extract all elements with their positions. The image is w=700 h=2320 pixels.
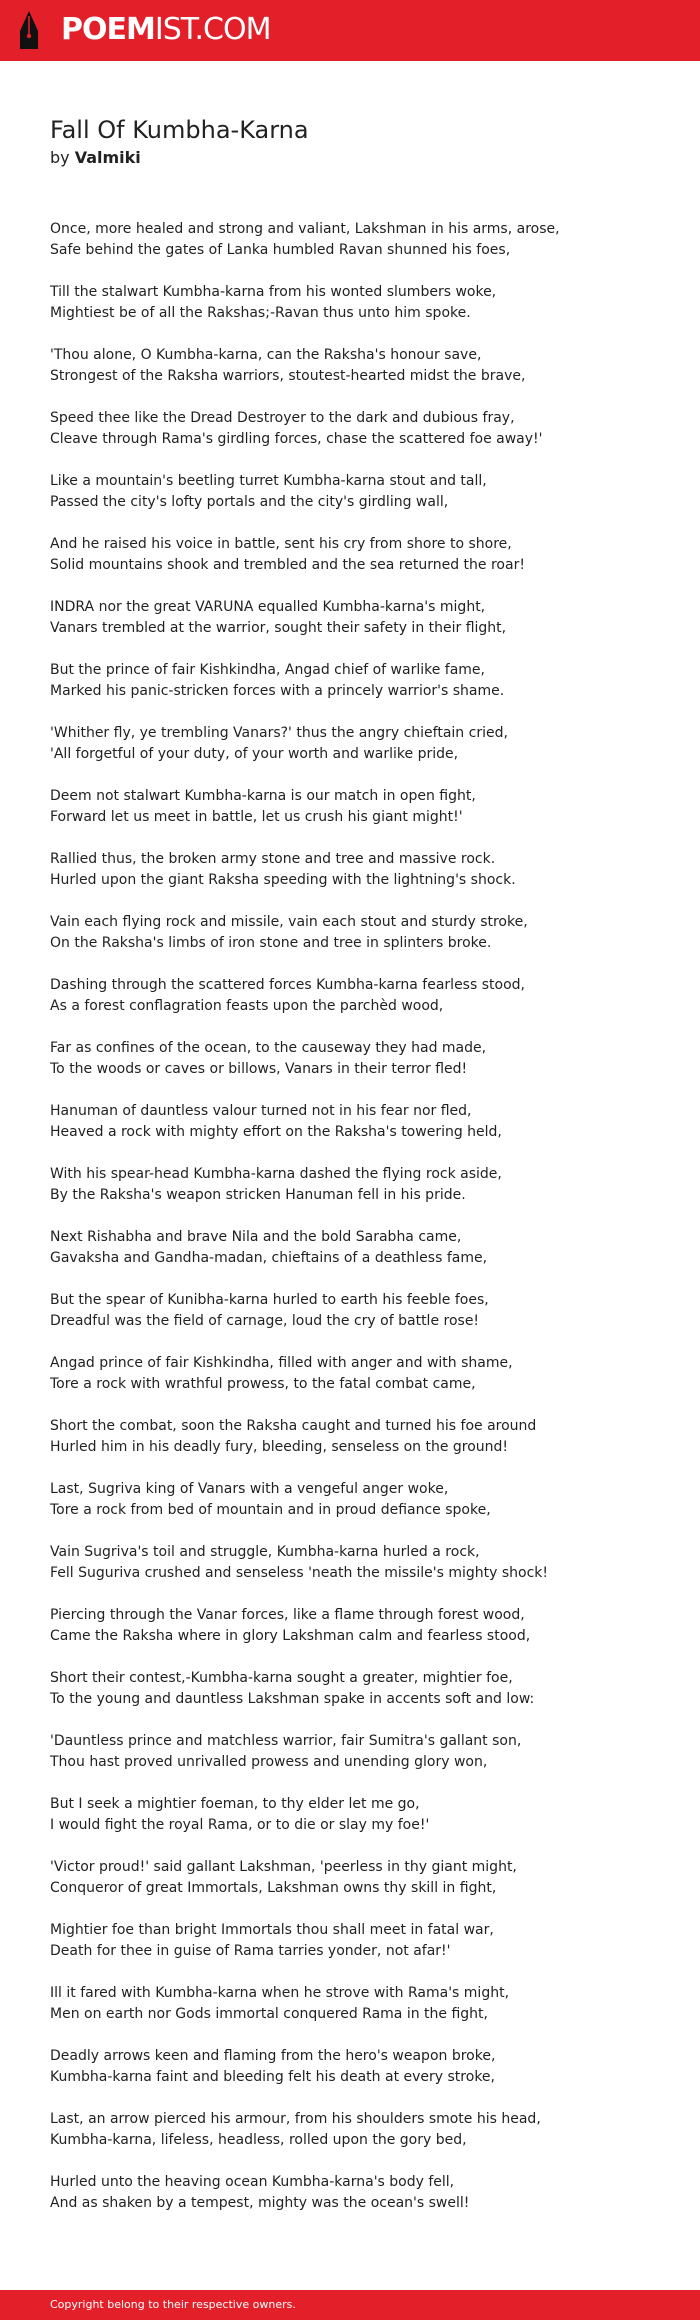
pen-nib-icon[interactable] xyxy=(19,11,39,51)
stanza xyxy=(50,723,660,786)
stanza xyxy=(50,1479,660,1542)
brand-bold-text: POEM xyxy=(61,12,155,47)
stanza xyxy=(50,471,660,534)
poem-line: To the young and dauntless Lakshman spake in accents soft and low: xyxy=(50,1691,535,1707)
poem-line: Mightiest be of all the Rakshas;-Ravan thus unto him spoke. xyxy=(50,305,471,321)
stanza xyxy=(50,2172,660,2235)
stanza xyxy=(50,1290,660,1353)
poem-line: To the woods or caves or billows, Vanars in their terror fled! xyxy=(50,1061,468,1077)
stanza xyxy=(50,660,660,723)
poem-line: I would fight the royal Rama, or to die or slay my foe!' xyxy=(50,1817,430,1833)
site-header xyxy=(0,0,700,61)
poem-line: Forward let us meet in battle, let us crush his giant might!' xyxy=(50,809,463,825)
author-name: Valmiki xyxy=(74,148,141,167)
poem-line: Gavaksha and Gandha-madan, chieftains of a deathless fame, xyxy=(50,1250,488,1266)
poem-body xyxy=(50,219,660,2235)
poem-line: Came the Raksha where in glory Lakshman calm and fearless stood, xyxy=(50,1628,531,1644)
poem-line: Solid mountains shook and trembled and the sea returned the roar! xyxy=(50,557,525,573)
poem-line: Tore a rock with wrathful prowess, to the fatal combat came, xyxy=(50,1376,476,1392)
poem-line: With his spear-head Kumbha-karna dashed the flying rock aside, xyxy=(50,1166,502,1182)
stanza xyxy=(50,1353,660,1416)
poem-line: Cleave through Rama's girdling forces, chase the scattered foe away!' xyxy=(50,431,543,447)
poem-line: Heaved a rock with mighty effort on the Raksha's towering held, xyxy=(50,1124,502,1140)
poem-line: Hanuman of dauntless valour turned not in his fear nor fled, xyxy=(50,1103,472,1119)
poem-line: And he raised his voice in battle, sent his cry from shore to shore, xyxy=(50,536,512,552)
poem-line: Kumbha-karna faint and bleeding felt his death at every stroke, xyxy=(50,2069,495,2085)
poem-line: Kumbha-karna, lifeless, headless, rolled upon the gory bed, xyxy=(50,2132,467,2148)
stanza xyxy=(50,1605,660,1668)
stanza xyxy=(50,1731,660,1794)
poem-line: INDRA nor the great VARUNA equalled Kumbha-karna's might, xyxy=(50,599,486,615)
stanza xyxy=(50,534,660,597)
stanza xyxy=(50,1101,660,1164)
poem-line: 'All forgetful of your duty, of your worth and warlike pride, xyxy=(50,746,459,762)
poem-line: Speed thee like the Dread Destroyer to the dark and dubious fray, xyxy=(50,410,515,426)
poem-line: Strongest of the Raksha warriors, stoutest-hearted midst the brave, xyxy=(50,368,526,384)
copyright-text: Copyright belong to their respective owners. xyxy=(50,2298,296,2311)
byline xyxy=(50,147,141,169)
poem-line: Men on earth nor Gods immortal conquered Rama in the fight, xyxy=(50,2006,488,2022)
poem-title: Fall Of Kumbha-Karna xyxy=(50,116,309,144)
poem-line: Last, an arrow pierced his armour, from his shoulders smote his head, xyxy=(50,2111,541,2127)
poem-line: Dashing through the scattered forces Kumbha-karna fearless stood, xyxy=(50,977,525,993)
site-footer xyxy=(0,2290,700,2320)
poem-line: Mightier foe than bright Immortals thou shall meet in fatal war, xyxy=(50,1922,494,1938)
poem-line: But the prince of fair Kishkindha, Angad chief of warlike fame, xyxy=(50,662,485,678)
stanza xyxy=(50,1164,660,1227)
stanza xyxy=(50,1227,660,1290)
poem-line: As a forest conflagration feasts upon the parchèd wood, xyxy=(50,998,444,1014)
poem-line: Short their contest,-Kumbha-karna sought a greater, mightier foe, xyxy=(50,1670,513,1686)
poem-line: Hurled him in his deadly fury, bleeding, senseless on the ground! xyxy=(50,1439,509,1455)
poem-line: Marked his panic-stricken forces with a princely warrior's shame. xyxy=(50,683,505,699)
poem-line: Hurled upon the giant Raksha speeding with the lightning's shock. xyxy=(50,872,516,888)
poem-line: Angad prince of fair Kishkindha, filled with anger and with shame, xyxy=(50,1355,513,1371)
poem-line: Hurled unto the heaving ocean Kumbha-karna's body fell, xyxy=(50,2174,455,2190)
poem-line: On the Raksha's limbs of iron stone and tree in splinters broke. xyxy=(50,935,492,951)
poem-line: Conqueror of great Immortals, Lakshman owns thy skill in fight, xyxy=(50,1880,497,1896)
poem-line: And as shaken by a tempest, mighty was the ocean's swell! xyxy=(50,2195,470,2211)
poem-line: Thou hast proved unrivalled prowess and unending glory won, xyxy=(50,1754,488,1770)
poem-line: Next Rishabha and brave Nila and the bold Sarabha came, xyxy=(50,1229,462,1245)
poem-line: 'Whither fly, ye trembling Vanars?' thus the angry chieftain cried, xyxy=(50,725,508,741)
poem-line: Fell Suguriva crushed and senseless 'neath the missile's mighty shock! xyxy=(50,1565,548,1581)
poem-line: Tore a rock from bed of mountain and in proud defiance spoke, xyxy=(50,1502,491,1518)
poem-line: Vanars trembled at the warrior, sought their safety in their flight, xyxy=(50,620,507,636)
poem-line: Piercing through the Vanar forces, like a flame through forest wood, xyxy=(50,1607,525,1623)
poem-line: Passed the city's lofty portals and the city's girdling wall, xyxy=(50,494,449,510)
poem-line: 'Victor proud!' said gallant Lakshman, 'peerless in thy giant might, xyxy=(50,1859,517,1875)
site-logo[interactable] xyxy=(61,13,270,47)
stanza xyxy=(50,1668,660,1731)
stanza xyxy=(50,1794,660,1857)
poem-line: Vain each flying rock and missile, vain each stout and sturdy stroke, xyxy=(50,914,528,930)
poem-line: Short the combat, soon the Raksha caught and turned his foe around xyxy=(50,1418,537,1434)
stanza xyxy=(50,1920,660,1983)
poem-line: Like a mountain's beetling turret Kumbha-karna stout and tall, xyxy=(50,473,487,489)
stanza xyxy=(50,849,660,912)
poem-line: Death for thee in guise of Rama tarries yonder, not afar!' xyxy=(50,1943,451,1959)
stanza xyxy=(50,1416,660,1479)
brand-light-text: IST.COM xyxy=(154,12,271,47)
poem-line: Safe behind the gates of Lanka humbled Ravan shunned his foes, xyxy=(50,242,511,258)
poem-line: By the Raksha's weapon stricken Hanuman fell in his pride. xyxy=(50,1187,466,1203)
poem-line: Rallied thus, the broken army stone and tree and massive rock. xyxy=(50,851,496,867)
stanza xyxy=(50,1542,660,1605)
stanza xyxy=(50,219,660,282)
stanza xyxy=(50,2046,660,2109)
poem-line: Till the stalwart Kumbha-karna from his wonted slumbers woke, xyxy=(50,284,497,300)
poem-line: But I seek a mightier foeman, to thy elder let me go, xyxy=(50,1796,420,1812)
stanza xyxy=(50,597,660,660)
stanza xyxy=(50,786,660,849)
stanza xyxy=(50,975,660,1038)
poem-line: Vain Sugriva's toil and struggle, Kumbha-karna hurled a rock, xyxy=(50,1544,480,1560)
poem-line: Deadly arrows keen and flaming from the hero's weapon broke, xyxy=(50,2048,496,2064)
poem-line: Dreadful was the field of carnage, loud the cry of battle rose! xyxy=(50,1313,480,1329)
poem-line: 'Thou alone, O Kumbha-karna, can the Raksha's honour save, xyxy=(50,347,482,363)
stanza xyxy=(50,282,660,345)
stanza xyxy=(50,1983,660,2046)
stanza xyxy=(50,2109,660,2172)
poem-line: Ill it fared with Kumbha-karna when he strove with Rama's might, xyxy=(50,1985,510,2001)
stanza xyxy=(50,912,660,975)
poem-line: Deem not stalwart Kumbha-karna is our match in open fight, xyxy=(50,788,476,804)
stanza xyxy=(50,408,660,471)
poem-line: But the spear of Kunibha-karna hurled to earth his feeble foes, xyxy=(50,1292,489,1308)
poem-line: Last, Sugriva king of Vanars with a vengeful anger woke, xyxy=(50,1481,449,1497)
poem-line: Far as confines of the ocean, to the causeway they had made, xyxy=(50,1040,487,1056)
poem-line: 'Dauntless prince and matchless warrior, fair Sumitra's gallant son, xyxy=(50,1733,522,1749)
by-label: by xyxy=(50,148,70,167)
stanza xyxy=(50,1857,660,1920)
stanza xyxy=(50,345,660,408)
stanza xyxy=(50,1038,660,1101)
poem-line: Once, more healed and strong and valiant, Lakshman in his arms, arose, xyxy=(50,221,560,237)
